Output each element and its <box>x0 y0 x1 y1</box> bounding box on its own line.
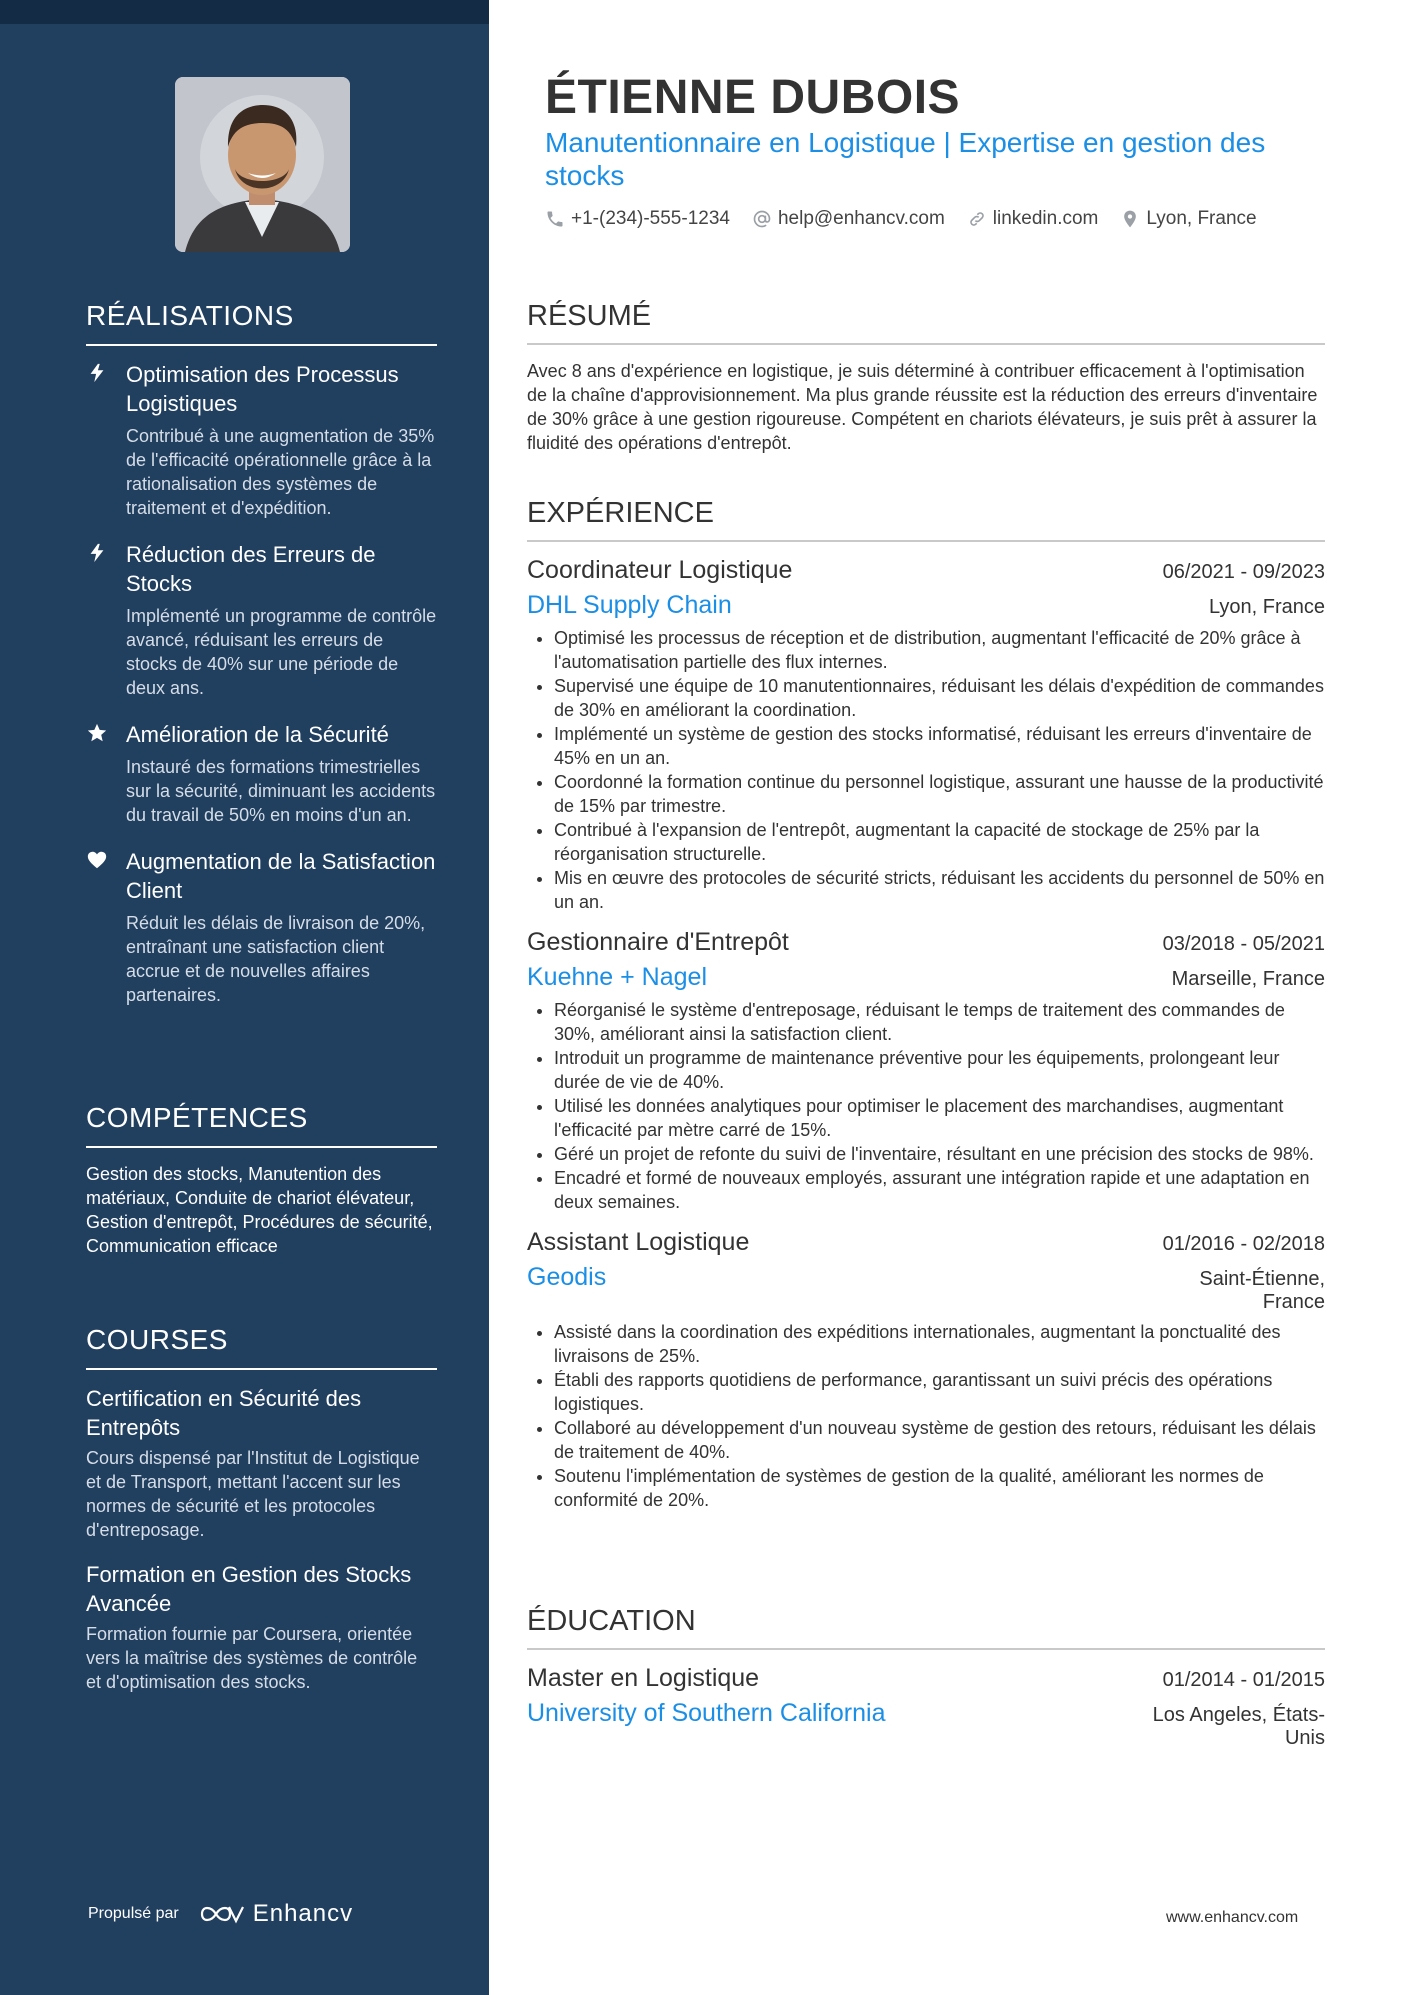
job-title: Assistant Logistique <box>527 1228 750 1256</box>
contact-email[interactable] <box>752 208 945 230</box>
contact-phone[interactable] <box>545 208 730 230</box>
job-bullet: • Mis en œuvre des protocoles de sécurité stricts, réduisant les accidents du personnel de 50% en un an. <box>554 866 1325 914</box>
job-bullets <box>527 1320 1325 1512</box>
phone-text: +1-(234)-555-1234 <box>571 208 730 229</box>
summary-section <box>527 300 1325 455</box>
bolt-icon <box>86 360 126 520</box>
job-bullet: • Contribué à l'expansion de l'entrepôt, augmentant la capacité de stockage de 25% par la réorganisation structurelle. <box>554 818 1325 866</box>
education-section <box>527 1605 1325 1750</box>
portrait-image <box>175 77 350 252</box>
powered-by <box>88 1900 353 1928</box>
achievement-description: Contribué à une augmentation de 35% de l'efficacité opérationnelle grâce à la rationalisation des systèmes de traitement et d'expédition. <box>126 426 435 518</box>
link-icon <box>967 209 987 229</box>
course-description: Cours dispensé par l'Institut de Logistique et de Transport, mettant l'accent sur les normes de sécurité et les protocoles d'entreposage. <box>86 1448 420 1540</box>
job-bullet: • Optimisé les processus de réception et de distribution, augmentant l'efficacité de 20% grâce à l'automatisation partielle des flux internes. <box>554 626 1325 674</box>
contact-bar <box>545 208 1279 230</box>
job-dates: 06/2021 - 09/2023 <box>1162 561 1325 583</box>
job-title: Coordinateur Logistique <box>527 556 793 584</box>
job-entry <box>527 1228 1325 1512</box>
job-location: Marseille, France <box>1171 968 1325 990</box>
job-bullet: • Introduit un programme de maintenance préventive pour les équipements, prolongeant leur durée de vie de 40%. <box>554 1046 1325 1094</box>
achievements-heading: RÉALISATIONS <box>86 300 437 346</box>
job-location: Lyon, France <box>1209 596 1325 618</box>
job-bullet: • Réorganisé le système d'entreposage, réduisant le temps de traitement des commandes de 30%, améliorant ainsi la satisfaction client. <box>554 998 1325 1046</box>
candidate-name: ÉTIENNE DUBOIS <box>545 71 961 124</box>
at-sign-icon <box>752 209 772 229</box>
job-bullets <box>527 626 1325 914</box>
location-pin-icon <box>1120 209 1140 229</box>
course-description: Formation fournie par Coursera, orientée vers la maîtrise des systèmes de contrôle et d'optimisation des stocks. <box>86 1624 418 1692</box>
profile-photo <box>175 77 350 252</box>
skills-heading: COMPÉTENCES <box>86 1102 437 1148</box>
sidebar-top-bar <box>0 0 489 24</box>
enhancv-logo[interactable] <box>199 1900 353 1928</box>
achievement-description: Réduit les délais de livraison de 20%, entraînant une satisfaction client accrue et de nouvelles affaires partenaires. <box>126 913 426 1005</box>
achievement-item <box>86 540 437 700</box>
course-title: Formation en Gestion des Stocks Avancée <box>86 1562 412 1616</box>
job-entry <box>527 556 1325 914</box>
achievement-title: Augmentation de la Satisfaction Client <box>126 849 436 903</box>
school-name: University of Southern California <box>527 1699 886 1727</box>
contact-linkedin[interactable] <box>967 208 1099 230</box>
candidate-headline: Manutentionnaire en Logistique | Expertise en gestion des stocks <box>545 127 1266 191</box>
achievement-title: Amélioration de la Sécurité <box>126 722 389 747</box>
achievement-item <box>86 847 437 1007</box>
job-location: Saint-Étienne, France <box>1199 1268 1325 1313</box>
job-bullet: • Encadré et formé de nouveaux employés, assurant une intégration rapide et une adaptation en deux semaines. <box>554 1166 1325 1214</box>
achievement-description: Implémenté un programme de contrôle avancé, réduisant les erreurs de stocks de 40% sur une période de deux ans. <box>126 606 437 698</box>
star-icon <box>86 720 126 827</box>
job-bullet: • Soutenu l'implémentation de systèmes de gestion de la qualité, améliorant les normes de conformité de 20%. <box>554 1464 1325 1512</box>
courses-heading: COURSES <box>86 1324 437 1370</box>
job-bullet: • Assisté dans la coordination des expéditions internationales, augmentant la ponctualité des livraisons de 25%. <box>554 1320 1325 1368</box>
phone-icon <box>545 209 565 229</box>
job-entry <box>527 928 1325 1214</box>
job-bullet: • Géré un projet de refonte du suivi de l'inventaire, résultant en une précision des stocks de 98%. <box>554 1142 1325 1166</box>
job-bullet: • Supervisé une équipe de 10 manutentionnaires, réduisant les délais d'expédition de commandes de 30% en améliorant la coordination. <box>554 674 1325 722</box>
contact-location <box>1120 208 1256 230</box>
job-bullet: • Implémenté un système de gestion des stocks informatisé, réduisant les erreurs d'inventaire de 45% en un an. <box>554 722 1325 770</box>
enhancv-logo-icon <box>199 1901 245 1927</box>
education-heading: ÉDUCATION <box>527 1605 1325 1650</box>
job-dates: 03/2018 - 05/2021 <box>1162 933 1325 955</box>
powered-by-label: Propulsé par <box>88 1905 179 1922</box>
experience-section <box>527 497 1325 1526</box>
job-dates: 01/2016 - 02/2018 <box>1162 1233 1325 1255</box>
job-bullet: • Établi des rapports quotidiens de performance, garantissant un suivi précis des opérations logistiques. <box>554 1368 1325 1416</box>
course-title: Certification en Sécurité des Entrepôts <box>86 1386 362 1440</box>
footer-url[interactable]: www.enhancv.com <box>1166 1909 1299 1926</box>
summary-heading: RÉSUMÉ <box>527 300 1325 345</box>
job-bullet: • Coordonné la formation continue du personnel logistique, assurant une hausse de la productivité de 15% par trimestre. <box>554 770 1325 818</box>
education-dates: 01/2014 - 01/2015 <box>1162 1669 1325 1691</box>
course-item <box>86 1560 437 1694</box>
job-bullet: • Utilisé les données analytiques pour optimiser le placement des marchandises, augmentant l'efficacité par mètre carré de 15%. <box>554 1094 1325 1142</box>
email-text: help@enhancv.com <box>777 208 945 229</box>
achievement-description: Instauré des formations trimestrielles sur la sécurité, diminuant les accidents du travail de 50% en moins d'un an. <box>126 757 436 825</box>
experience-heading: EXPÉRIENCE <box>527 497 1325 542</box>
degree-title: Master en Logistique <box>527 1664 760 1692</box>
course-item <box>86 1384 437 1542</box>
heart-icon <box>86 847 126 1007</box>
skills-section <box>86 1102 437 1258</box>
achievement-item <box>86 720 437 827</box>
skills-list: Gestion des stocks, Manutention des matériaux, Conduite de chariot élévateur, Gestion d'entrepôt, Procédures de sécurité, Communication efficace <box>86 1164 433 1256</box>
achievement-title: Optimisation des Processus Logistiques <box>126 362 399 416</box>
achievement-item <box>86 360 437 520</box>
achievements-section <box>86 300 437 1027</box>
job-company: Kuehne + Nagel <box>527 963 708 991</box>
school-location: Los Angeles, États-Unis <box>1152 1704 1325 1749</box>
achievement-title: Réduction des Erreurs de Stocks <box>126 542 376 596</box>
job-company: Geodis <box>527 1263 607 1291</box>
job-company: DHL Supply Chain <box>527 591 732 619</box>
summary-text: Avec 8 ans d'expérience en logistique, je suis déterminé à contribuer efficacement à l'optimisation de la chaîne d'approvisionnement. Ma plus grande réussite est la réduction des erreurs d'inventaire de 30% grâce à une gestion rigoureuse. Compétent en chariots élévateurs, je suis prêt à assurer la fluidité des opérations d'entrepôt. <box>527 361 1318 453</box>
linkedin-text: linkedin.com <box>992 208 1099 229</box>
bolt-icon <box>86 540 126 700</box>
enhancv-brand-name: Enhancv <box>252 1900 354 1927</box>
job-bullets <box>527 998 1325 1214</box>
job-title: Gestionnaire d'Entrepôt <box>527 928 789 956</box>
courses-section <box>86 1324 437 1712</box>
location-text: Lyon, France <box>1146 208 1257 229</box>
sidebar <box>0 0 489 1995</box>
job-bullet: • Collaboré au développement d'un nouveau système de gestion des retours, réduisant les délais de traitement de 40%. <box>554 1416 1325 1464</box>
